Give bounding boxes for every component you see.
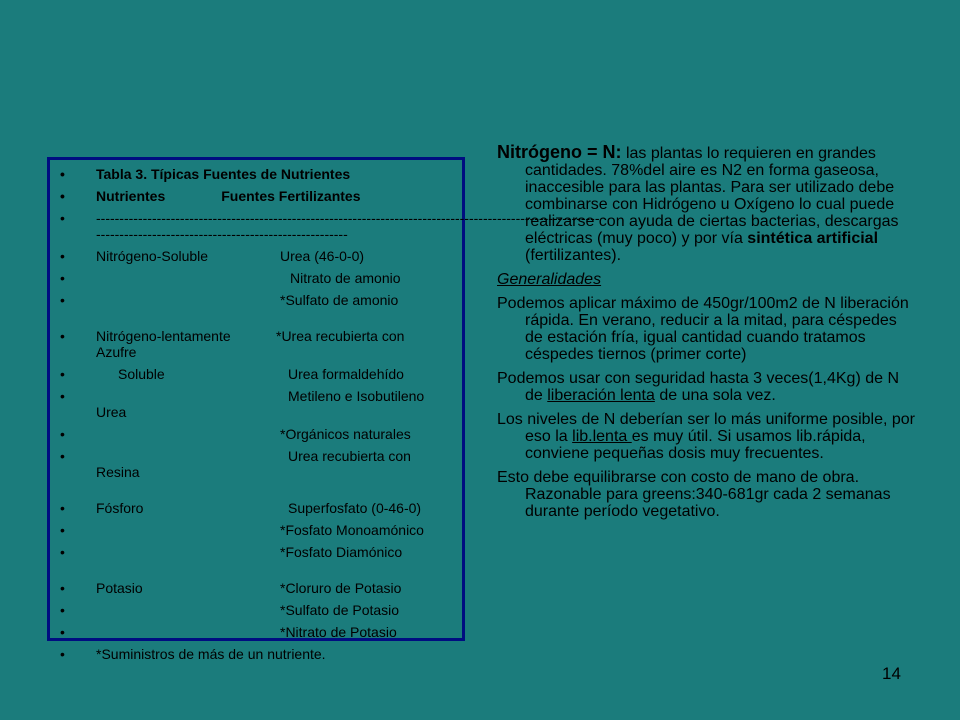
row-fosfato-di (60, 544, 460, 560)
value-sulfato-potasio: *Sulfato de Potasio (280, 602, 400, 618)
value-sulfato-amonio: *Sulfato de amonio (280, 292, 399, 308)
row-fosfato-mono (60, 522, 460, 538)
value-organicos: *Orgánicos naturales (280, 426, 411, 442)
value-metileno-2: Urea (96, 404, 127, 420)
label-fosforo: Fósforo (96, 500, 144, 516)
paragraph-generalidades (497, 271, 917, 288)
dash-separator (60, 210, 600, 242)
table-title (60, 166, 460, 182)
row-metileno (60, 388, 460, 420)
row-urea-resina (60, 448, 460, 480)
row-nitrogeno-lento (60, 328, 460, 360)
p4-text-2: es muy útil. Si usamos lib.rápida, conviene pequeñas dosis muy frecuentes. (525, 428, 866, 462)
table-header-row (60, 188, 460, 204)
value-fosfato-mono: *Fosfato Monoamónico (280, 522, 424, 538)
p4-text-1: Los niveles de N deberían ser lo más uniforme posible, por eso la (497, 411, 915, 445)
p1-bold: sintética artificial (747, 230, 879, 247)
row-sulfato-potasio (60, 602, 460, 618)
row-potasio (60, 580, 460, 596)
row-nitrato-potasio (60, 624, 460, 640)
paragraph-nitrogeno (497, 144, 917, 264)
value-suministros: *Suministros de más de un nutriente. (96, 646, 326, 662)
nitrogen-text-panel (497, 144, 917, 527)
value-urea: Urea (46-0-0) (280, 248, 365, 264)
table-title-text: Tabla 3. Típicas Fuentes de Nutrientes (96, 166, 351, 182)
paragraph-niveles (497, 411, 917, 462)
p1-text-2: (fertilizantes). (525, 247, 622, 264)
label-potasio: Potasio (96, 580, 143, 596)
value-fosfato-di: *Fosfato Diamónico (280, 544, 403, 560)
value-urea-resina-2: Resina (96, 464, 140, 480)
value-nitrato-amonio: Nitrato de amonio (290, 270, 401, 286)
value-urea-resina-1: Urea recubierta con (288, 448, 411, 464)
label-nitrogeno-soluble: Nitrógeno-Soluble (96, 248, 209, 264)
row-sulfato-amonio (60, 292, 460, 308)
p2-text: Podemos aplicar máximo de 450gr/100m2 de N liberación rápida. En verano, reducir a la mitad, para céspedes de estación fría, igual cantidad cuando tratamos céspedes tiernos (primer corte) (497, 295, 909, 363)
row-nitrato-amonio (60, 270, 460, 286)
paragraph-aplicar (497, 295, 917, 363)
value-urea-formaldehido: Urea formaldehído (288, 366, 404, 382)
dash-line-1: • ------------------------------------------------------------------------------------------------------------ (96, 210, 600, 226)
p3-text-1: Podemos usar con seguridad hasta 3 veces(1,4Kg) de N de (497, 370, 900, 404)
paragraph-seguridad (497, 370, 917, 404)
row-suministros (60, 646, 460, 662)
row-nitrogeno-soluble (60, 248, 460, 264)
header-fertilizer-sources: Fuentes Fertilizantes (221, 188, 361, 204)
p5-text: Esto debe equilibrarse con costo de mano de obra. Razonable para greens:340-681gr cada 2 semanas durante período vegetativo. (497, 469, 891, 520)
value-nitrato-potasio: *Nitrato de Potasio (280, 624, 397, 640)
value-urea-azufre-1: *Urea recubierta con (276, 328, 405, 344)
p4-underlined: lib.lenta (572, 428, 632, 445)
row-organicos (60, 426, 460, 442)
p3-text-2: de una sola vez. (654, 387, 776, 404)
p1-text-1: las plantas lo requieren en grandes cantidades. 78%del aire es N2 en forma gaseosa, inaccesible para las plantas. Para ser utilizado debe combinarse con Hidrógeno u Oxígeno lo cual puede realizarse con ayuda de ciertas bacterias, descargas eléctricas (muy poco) y por vía (525, 145, 899, 247)
value-superfosfato: Superfosfato (0-46-0) (288, 500, 422, 516)
row-fosforo (60, 500, 460, 516)
paragraph-equilibrar (497, 469, 917, 520)
value-cloruro-potasio: *Cloruro de Potasio (280, 580, 402, 596)
value-urea-azufre-2: Azufre (96, 344, 137, 360)
header-nutrients: Nutrientes (96, 188, 166, 204)
row-soluble (60, 366, 460, 382)
dash-line-2: ------------------------------------------------------ (96, 226, 348, 242)
heading-generalidades: Generalidades (497, 271, 602, 288)
label-nitrogeno-lento: Nitrógeno-lentamente (96, 328, 231, 344)
page-number: 14 (882, 664, 901, 683)
heading-nitrogeno: Nitrógeno = N: (497, 142, 622, 162)
p3-underlined: liberación lenta (547, 387, 655, 404)
value-metileno-1: Metileno e Isobutileno (288, 388, 425, 404)
label-soluble: Soluble (118, 366, 165, 382)
